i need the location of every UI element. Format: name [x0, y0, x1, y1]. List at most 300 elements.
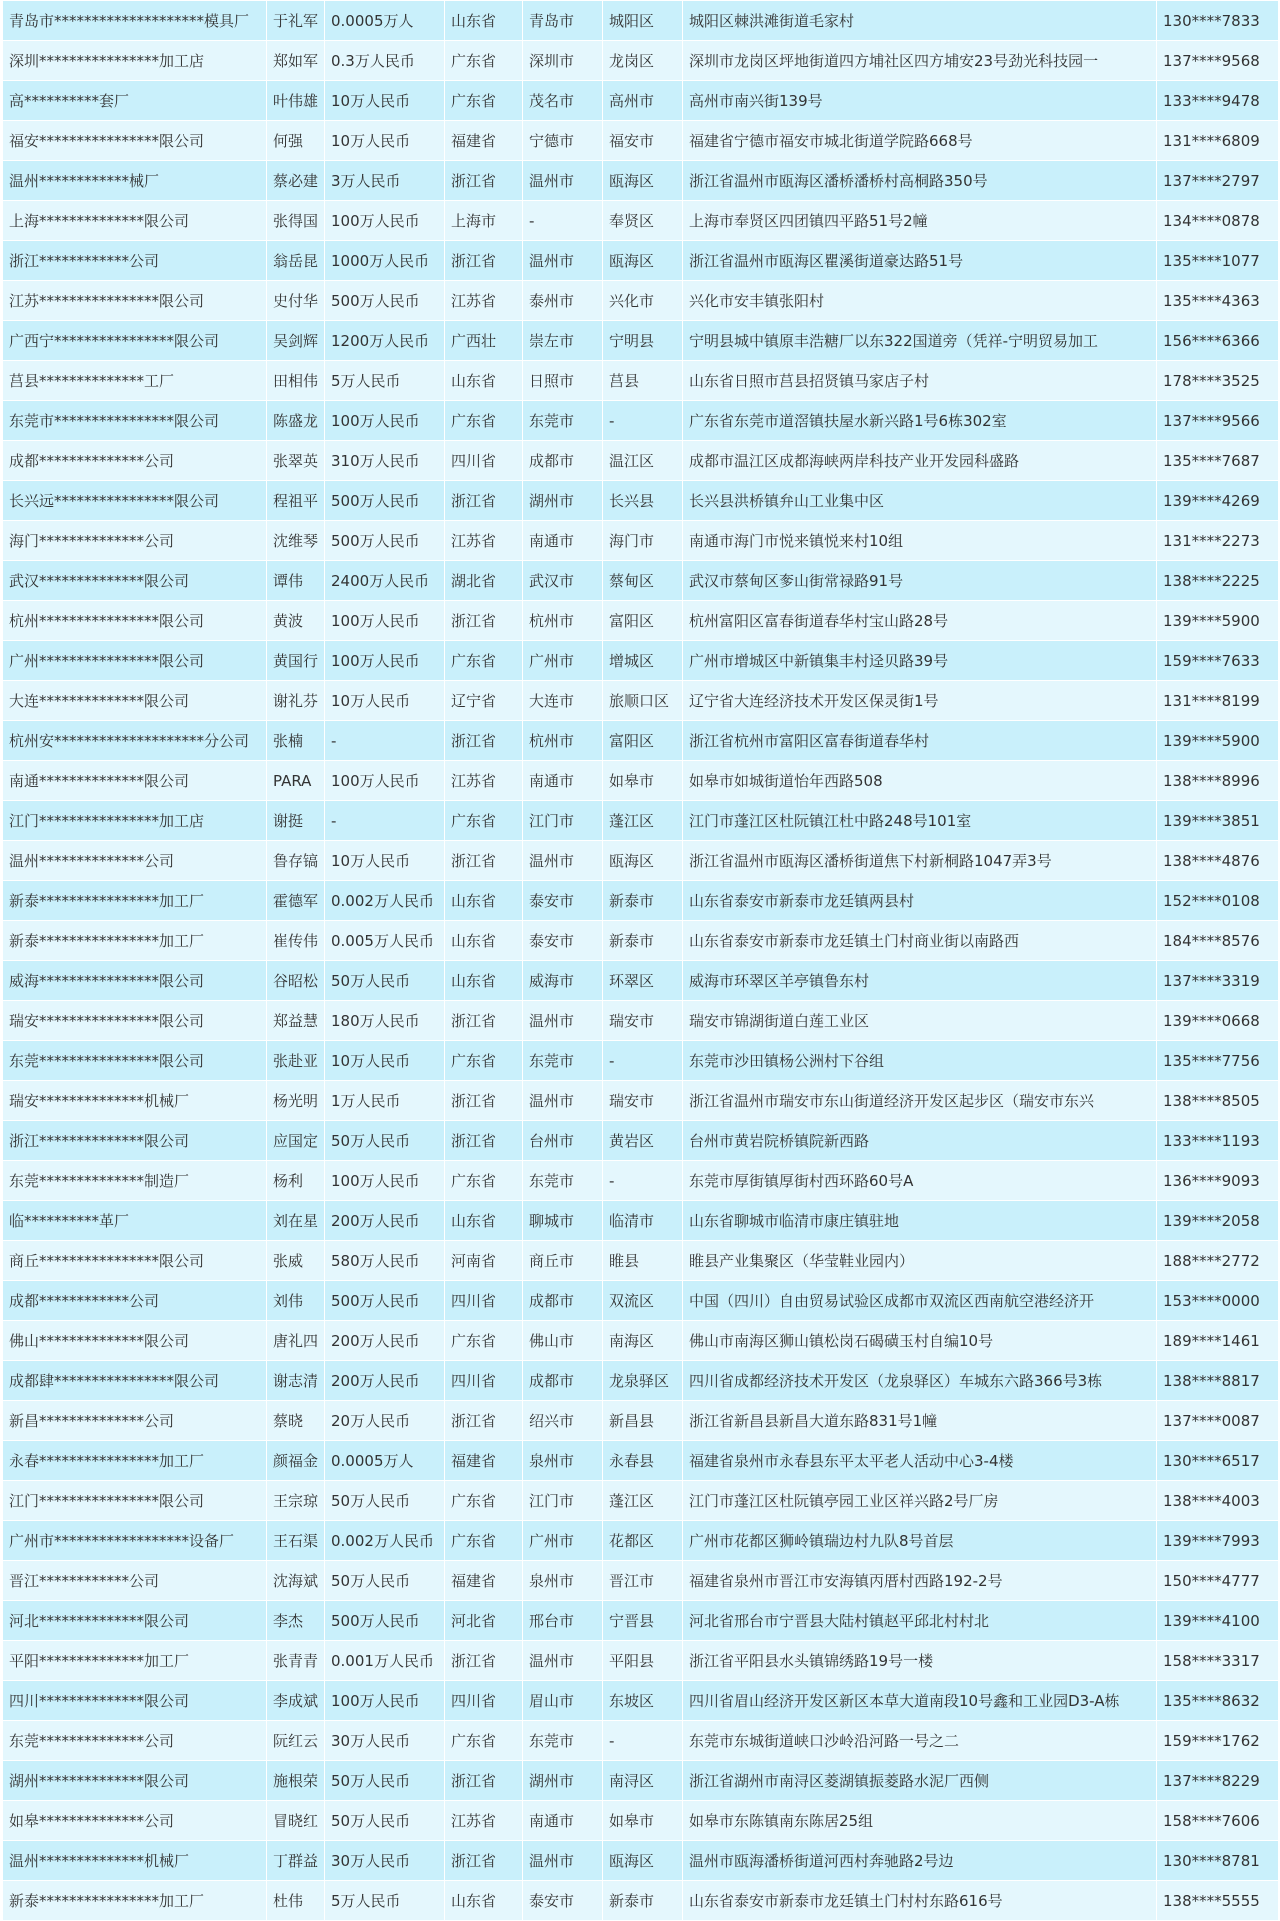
district-cell: 双流区 — [603, 1281, 683, 1321]
table-row — [3, 1081, 1279, 1121]
address-cell: 瑞安市锦湖街道白莲工业区 — [683, 1001, 1157, 1041]
district-cell: 瑞安市 — [603, 1081, 683, 1121]
province-cell: 广东省 — [445, 641, 523, 681]
city-cell: 南通市 — [523, 521, 603, 561]
contact-name-cell: 蔡晓 — [267, 1401, 325, 1441]
phone-cell: 137****3319 — [1157, 961, 1279, 1001]
registered-capital-cell: 100万人民币 — [325, 401, 445, 441]
phone-cell: 159****7633 — [1157, 641, 1279, 681]
registered-capital-cell: 100万人民币 — [325, 1681, 445, 1721]
registered-capital-cell: 500万人民币 — [325, 521, 445, 561]
contact-name-cell: 张威 — [267, 1241, 325, 1281]
phone-cell: 135****1077 — [1157, 241, 1279, 281]
registered-capital-cell: 500万人民币 — [325, 481, 445, 521]
contact-name-cell: 唐礼四 — [267, 1321, 325, 1361]
table-row — [3, 521, 1279, 561]
province-cell: 浙江省 — [445, 1841, 523, 1881]
district-cell: 睢县 — [603, 1241, 683, 1281]
address-cell: 深圳市龙岗区坪地街道四方埔社区四方埔安23号劲光科技园一 — [683, 41, 1157, 81]
phone-cell: 158****3317 — [1157, 1641, 1279, 1681]
contact-name-cell: 叶伟雄 — [267, 81, 325, 121]
contact-name-cell: 何强 — [267, 121, 325, 161]
province-cell: 浙江省 — [445, 721, 523, 761]
province-cell: 四川省 — [445, 441, 523, 481]
province-cell: 上海市 — [445, 201, 523, 241]
city-cell: 温州市 — [523, 241, 603, 281]
contact-name-cell: 蔡必建 — [267, 161, 325, 201]
contact-name-cell: 杨利 — [267, 1161, 325, 1201]
city-cell: 泰安市 — [523, 1881, 603, 1921]
address-cell: 长兴县洪桥镇弁山工业集中区 — [683, 481, 1157, 521]
table-row — [3, 1881, 1279, 1921]
registered-capital-cell: 10万人民币 — [325, 681, 445, 721]
city-cell: 商丘市 — [523, 1241, 603, 1281]
registered-capital-cell: 10万人民币 — [325, 1041, 445, 1081]
contact-name-cell: 霍德军 — [267, 881, 325, 921]
city-cell: 广州市 — [523, 641, 603, 681]
phone-cell: 137****9566 — [1157, 401, 1279, 441]
phone-cell: 156****6366 — [1157, 321, 1279, 361]
district-cell: 增城区 — [603, 641, 683, 681]
province-cell: 广东省 — [445, 1041, 523, 1081]
city-cell: 温州市 — [523, 1001, 603, 1041]
contact-name-cell: 刘在星 — [267, 1201, 325, 1241]
table-row — [3, 1761, 1279, 1801]
company-name-cell: 新泰****************加工厂 — [3, 881, 267, 921]
phone-cell: 130****6517 — [1157, 1441, 1279, 1481]
district-cell: 宁明县 — [603, 321, 683, 361]
contact-name-cell: 杨光明 — [267, 1081, 325, 1121]
district-cell: 花都区 — [603, 1521, 683, 1561]
province-cell: 浙江省 — [445, 1641, 523, 1681]
phone-cell: 139****5900 — [1157, 721, 1279, 761]
province-cell: 浙江省 — [445, 1121, 523, 1161]
phone-cell: 139****0668 — [1157, 1001, 1279, 1041]
registered-capital-cell: 1200万人民币 — [325, 321, 445, 361]
table-row — [3, 81, 1279, 121]
table-row — [3, 1161, 1279, 1201]
company-name-cell: 新泰****************加工厂 — [3, 921, 267, 961]
table-row — [3, 601, 1279, 641]
address-cell: 浙江省温州市瓯海区潘桥潘桥村高桐路350号 — [683, 161, 1157, 201]
phone-cell: 138****8505 — [1157, 1081, 1279, 1121]
province-cell: 四川省 — [445, 1281, 523, 1321]
address-cell: 浙江省温州市瓯海区潘桥街道焦下村新桐路1047弄3号 — [683, 841, 1157, 881]
phone-cell: 152****0108 — [1157, 881, 1279, 921]
city-cell: 湖州市 — [523, 481, 603, 521]
district-cell: 瓯海区 — [603, 1841, 683, 1881]
address-cell: 广东省东莞市道滘镇扶屋水新兴路1号6栋302室 — [683, 401, 1157, 441]
city-cell: 邢台市 — [523, 1601, 603, 1641]
phone-cell: 184****8576 — [1157, 921, 1279, 961]
phone-cell: 133****9478 — [1157, 81, 1279, 121]
address-cell: 浙江省平阳县水头镇锦绣路19号一楼 — [683, 1641, 1157, 1681]
city-cell: 成都市 — [523, 1361, 603, 1401]
registered-capital-cell: 50万人民币 — [325, 1801, 445, 1841]
city-cell: 南通市 — [523, 761, 603, 801]
address-cell: 山东省泰安市新泰市龙廷镇土门村村东路616号 — [683, 1881, 1157, 1921]
company-name-cell: 东莞**************制造厂 — [3, 1161, 267, 1201]
city-cell: 威海市 — [523, 961, 603, 1001]
contact-name-cell: PARA — [267, 761, 325, 801]
city-cell: 聊城市 — [523, 1201, 603, 1241]
contact-name-cell: 郑益慧 — [267, 1001, 325, 1041]
contact-name-cell: 李成斌 — [267, 1681, 325, 1721]
registered-capital-cell: 500万人民币 — [325, 281, 445, 321]
district-cell: 瓯海区 — [603, 841, 683, 881]
table-row — [3, 761, 1279, 801]
company-name-cell: 成都**************公司 — [3, 441, 267, 481]
registered-capital-cell: 0.0005万人 — [325, 1, 445, 41]
registered-capital-cell: 10万人民币 — [325, 81, 445, 121]
province-cell: 浙江省 — [445, 1081, 523, 1121]
phone-cell: 138****2225 — [1157, 561, 1279, 601]
phone-cell: 131****6809 — [1157, 121, 1279, 161]
table-row — [3, 1321, 1279, 1361]
district-cell: 瓯海区 — [603, 161, 683, 201]
registered-capital-cell: 30万人民币 — [325, 1721, 445, 1761]
company-name-cell: 南通**************限公司 — [3, 761, 267, 801]
district-cell: 莒县 — [603, 361, 683, 401]
registered-capital-cell: 10万人民币 — [325, 121, 445, 161]
phone-cell: 131****8199 — [1157, 681, 1279, 721]
district-cell: 福安市 — [603, 121, 683, 161]
province-cell: 福建省 — [445, 1441, 523, 1481]
registered-capital-cell: 2400万人民币 — [325, 561, 445, 601]
province-cell: 广东省 — [445, 1721, 523, 1761]
contact-name-cell: 张翠英 — [267, 441, 325, 481]
contact-name-cell: 谷昭松 — [267, 961, 325, 1001]
table-row — [3, 1681, 1279, 1721]
district-cell: - — [603, 1041, 683, 1081]
contact-name-cell: 张得国 — [267, 201, 325, 241]
table-row — [3, 321, 1279, 361]
company-name-cell: 东莞**************公司 — [3, 1721, 267, 1761]
phone-cell: 135****7756 — [1157, 1041, 1279, 1081]
phone-cell: 135****4363 — [1157, 281, 1279, 321]
contact-name-cell: 谢礼芬 — [267, 681, 325, 721]
table-row — [3, 161, 1279, 201]
city-cell: 南通市 — [523, 1801, 603, 1841]
city-cell: 青岛市 — [523, 1, 603, 41]
province-cell: 广西壮 — [445, 321, 523, 361]
phone-cell: 136****9093 — [1157, 1161, 1279, 1201]
province-cell: 福建省 — [445, 121, 523, 161]
district-cell: 旅顺口区 — [603, 681, 683, 721]
district-cell: 平阳县 — [603, 1641, 683, 1681]
table-row — [3, 1041, 1279, 1081]
phone-cell: 137****9568 — [1157, 41, 1279, 81]
address-cell: 城阳区棘洪滩街道毛家村 — [683, 1, 1157, 41]
table-row — [3, 1601, 1279, 1641]
table-row — [3, 241, 1279, 281]
province-cell: 河南省 — [445, 1241, 523, 1281]
registered-capital-cell: 200万人民币 — [325, 1201, 445, 1241]
company-name-cell: 广州****************限公司 — [3, 641, 267, 681]
phone-cell: 135****7687 — [1157, 441, 1279, 481]
contact-name-cell: 丁群益 — [267, 1841, 325, 1881]
address-cell: 东莞市厚街镇厚街村西环路60号A — [683, 1161, 1157, 1201]
registered-capital-cell: 200万人民币 — [325, 1321, 445, 1361]
city-cell: 成都市 — [523, 441, 603, 481]
city-cell: 温州市 — [523, 1641, 603, 1681]
phone-cell: 139****3851 — [1157, 801, 1279, 841]
registered-capital-cell: 100万人民币 — [325, 201, 445, 241]
district-cell: - — [603, 401, 683, 441]
contact-name-cell: 刘伟 — [267, 1281, 325, 1321]
company-name-cell: 河北**************限公司 — [3, 1601, 267, 1641]
registered-capital-cell: 5万人民币 — [325, 361, 445, 401]
registered-capital-cell: 1000万人民币 — [325, 241, 445, 281]
city-cell: 成都市 — [523, 1281, 603, 1321]
phone-cell: 138****4003 — [1157, 1481, 1279, 1521]
phone-cell: 138****8996 — [1157, 761, 1279, 801]
company-name-cell: 海门**************公司 — [3, 521, 267, 561]
province-cell: 四川省 — [445, 1361, 523, 1401]
address-cell: 杭州富阳区富春街道春华村宝山路28号 — [683, 601, 1157, 641]
contact-name-cell: 谭伟 — [267, 561, 325, 601]
contact-name-cell: 程祖平 — [267, 481, 325, 521]
province-cell: 广东省 — [445, 1161, 523, 1201]
registered-capital-cell: 1万人民币 — [325, 1081, 445, 1121]
province-cell: 浙江省 — [445, 1001, 523, 1041]
registered-capital-cell: 310万人民币 — [325, 441, 445, 481]
province-cell: 河北省 — [445, 1601, 523, 1641]
district-cell: 新泰市 — [603, 881, 683, 921]
company-name-cell: 浙江**************限公司 — [3, 1121, 267, 1161]
table-row — [3, 561, 1279, 601]
phone-cell: 137****0087 — [1157, 1401, 1279, 1441]
company-name-cell: 温州************械厂 — [3, 161, 267, 201]
address-cell: 温州市瓯海潘桥街道河西村奔驰路2号边 — [683, 1841, 1157, 1881]
city-cell: 东莞市 — [523, 401, 603, 441]
province-cell: 浙江省 — [445, 161, 523, 201]
contact-name-cell: 沈海斌 — [267, 1561, 325, 1601]
district-cell: 兴化市 — [603, 281, 683, 321]
phone-cell: 135****8632 — [1157, 1681, 1279, 1721]
city-cell: - — [523, 201, 603, 241]
contact-name-cell: 田相伟 — [267, 361, 325, 401]
phone-cell: 139****7993 — [1157, 1521, 1279, 1561]
province-cell: 辽宁省 — [445, 681, 523, 721]
province-cell: 广东省 — [445, 1521, 523, 1561]
district-cell: 高州市 — [603, 81, 683, 121]
address-cell: 江门市蓬江区杜阮镇江杜中路248号101室 — [683, 801, 1157, 841]
contact-name-cell: 谢挺 — [267, 801, 325, 841]
contact-name-cell: 崔传伟 — [267, 921, 325, 961]
address-cell: 东莞市东城街道峡口沙岭沿河路一号之二 — [683, 1721, 1157, 1761]
address-cell: 睢县产业集聚区（华莹鞋业园内） — [683, 1241, 1157, 1281]
address-cell: 四川省眉山经济开发区新区本草大道南段10号鑫和工业园D3-A栋 — [683, 1681, 1157, 1721]
province-cell: 浙江省 — [445, 841, 523, 881]
phone-cell: 133****1193 — [1157, 1121, 1279, 1161]
company-name-cell: 如皋**************公司 — [3, 1801, 267, 1841]
city-cell: 江门市 — [523, 1481, 603, 1521]
company-name-cell: 浙江************公司 — [3, 241, 267, 281]
registered-capital-cell: 50万人民币 — [325, 1481, 445, 1521]
district-cell: 新昌县 — [603, 1401, 683, 1441]
registered-capital-cell: 0.005万人民币 — [325, 921, 445, 961]
company-name-cell: 青岛市********************模具厂 — [3, 1, 267, 41]
registered-capital-cell: 500万人民币 — [325, 1281, 445, 1321]
district-cell: 南浔区 — [603, 1761, 683, 1801]
contact-name-cell: 颜福金 — [267, 1441, 325, 1481]
contact-name-cell: 翁岳昆 — [267, 241, 325, 281]
address-cell: 东莞市沙田镇杨公洲村下谷组 — [683, 1041, 1157, 1081]
address-cell: 台州市黄岩院桥镇院新西路 — [683, 1121, 1157, 1161]
district-cell: 富阳区 — [603, 721, 683, 761]
city-cell: 杭州市 — [523, 601, 603, 641]
contact-name-cell: 谢志清 — [267, 1361, 325, 1401]
province-cell: 山东省 — [445, 361, 523, 401]
province-cell: 浙江省 — [445, 1401, 523, 1441]
company-name-cell: 四川**************限公司 — [3, 1681, 267, 1721]
company-name-cell: 临**********革厂 — [3, 1201, 267, 1241]
company-name-cell: 福安****************限公司 — [3, 121, 267, 161]
province-cell: 江苏省 — [445, 761, 523, 801]
phone-cell: 137****2797 — [1157, 161, 1279, 201]
province-cell: 江苏省 — [445, 281, 523, 321]
table-row — [3, 1201, 1279, 1241]
address-cell: 如皋市如城街道怡年西路508 — [683, 761, 1157, 801]
registered-capital-cell: 0.002万人民币 — [325, 1521, 445, 1561]
city-cell: 温州市 — [523, 161, 603, 201]
district-cell: 蔡甸区 — [603, 561, 683, 601]
district-cell: 城阳区 — [603, 1, 683, 41]
city-cell: 温州市 — [523, 841, 603, 881]
table-row — [3, 401, 1279, 441]
company-name-cell: 杭州****************限公司 — [3, 601, 267, 641]
registered-capital-cell: 200万人民币 — [325, 1361, 445, 1401]
registered-capital-cell: 0.001万人民币 — [325, 1641, 445, 1681]
table-row — [3, 41, 1279, 81]
contact-name-cell: 王宗琼 — [267, 1481, 325, 1521]
city-cell: 东莞市 — [523, 1161, 603, 1201]
phone-cell: 139****2058 — [1157, 1201, 1279, 1241]
province-cell: 四川省 — [445, 1681, 523, 1721]
company-name-cell: 东莞市****************限公司 — [3, 401, 267, 441]
city-cell: 杭州市 — [523, 721, 603, 761]
phone-cell: 138****8817 — [1157, 1361, 1279, 1401]
province-cell: 山东省 — [445, 961, 523, 1001]
contact-name-cell: 应国定 — [267, 1121, 325, 1161]
city-cell: 东莞市 — [523, 1721, 603, 1761]
table-row — [3, 1801, 1279, 1841]
registered-capital-cell: 10万人民币 — [325, 841, 445, 881]
district-cell: 永春县 — [603, 1441, 683, 1481]
table-row — [3, 801, 1279, 841]
address-cell: 浙江省温州市瑞安市东山街道经济开发区起步区（瑞安市东兴 — [683, 1081, 1157, 1121]
address-cell: 广州市花都区狮岭镇瑞边村九队8号首层 — [683, 1521, 1157, 1561]
table-row — [3, 1521, 1279, 1561]
city-cell: 武汉市 — [523, 561, 603, 601]
city-cell: 泰安市 — [523, 881, 603, 921]
table-row — [3, 121, 1279, 161]
phone-cell: 139****4269 — [1157, 481, 1279, 521]
address-cell: 江门市蓬江区杜阮镇亭园工业区祥兴路2号厂房 — [683, 1481, 1157, 1521]
city-cell: 绍兴市 — [523, 1401, 603, 1441]
phone-cell: 139****4100 — [1157, 1601, 1279, 1641]
table-row — [3, 441, 1279, 481]
contact-name-cell: 陈盛龙 — [267, 401, 325, 441]
phone-cell: 150****4777 — [1157, 1561, 1279, 1601]
province-cell: 山东省 — [445, 1, 523, 41]
company-name-cell: 温州**************公司 — [3, 841, 267, 881]
address-cell: 中国（四川）自由贸易试验区成都市双流区西南航空港经济开 — [683, 1281, 1157, 1321]
company-name-cell: 平阳**************加工厂 — [3, 1641, 267, 1681]
contact-name-cell: 鲁存镐 — [267, 841, 325, 881]
registered-capital-cell: 0.0005万人 — [325, 1441, 445, 1481]
address-cell: 福建省泉州市永春县东平太平老人活动中心3-4楼 — [683, 1441, 1157, 1481]
address-cell: 南通市海门市悦来镇悦来村10组 — [683, 521, 1157, 561]
phone-cell: 189****1461 — [1157, 1321, 1279, 1361]
province-cell: 广东省 — [445, 1481, 523, 1521]
company-name-cell: 高**********套厂 — [3, 81, 267, 121]
registered-capital-cell: 580万人民币 — [325, 1241, 445, 1281]
table-row — [3, 481, 1279, 521]
province-cell: 广东省 — [445, 1321, 523, 1361]
address-cell: 辽宁省大连经济技术开发区保灵街1号 — [683, 681, 1157, 721]
city-cell: 湖州市 — [523, 1761, 603, 1801]
contact-name-cell: 吴剑辉 — [267, 321, 325, 361]
table-row — [3, 201, 1279, 241]
city-cell: 眉山市 — [523, 1681, 603, 1721]
address-cell: 兴化市安丰镇张阳村 — [683, 281, 1157, 321]
city-cell: 日照市 — [523, 361, 603, 401]
phone-cell: 139****5900 — [1157, 601, 1279, 641]
district-cell: - — [603, 1161, 683, 1201]
table-row — [3, 721, 1279, 761]
table-row — [3, 921, 1279, 961]
contact-name-cell: 李杰 — [267, 1601, 325, 1641]
district-cell: 瑞安市 — [603, 1001, 683, 1041]
registered-capital-cell: 20万人民币 — [325, 1401, 445, 1441]
contact-name-cell: 阮红云 — [267, 1721, 325, 1761]
city-cell: 宁德市 — [523, 121, 603, 161]
address-cell: 浙江省湖州市南浔区菱湖镇振菱路水泥厂西侧 — [683, 1761, 1157, 1801]
contact-name-cell: 张楠 — [267, 721, 325, 761]
table-row — [3, 641, 1279, 681]
city-cell: 江门市 — [523, 801, 603, 841]
address-cell: 山东省泰安市新泰市龙廷镇土门村商业街以南路西 — [683, 921, 1157, 961]
table-row — [3, 1241, 1279, 1281]
district-cell: 晋江市 — [603, 1561, 683, 1601]
province-cell: 广东省 — [445, 401, 523, 441]
table-row — [3, 1841, 1279, 1881]
company-name-cell: 莒县**************工厂 — [3, 361, 267, 401]
district-cell: 瓯海区 — [603, 241, 683, 281]
company-name-cell: 杭州安********************分公司 — [3, 721, 267, 761]
province-cell: 山东省 — [445, 881, 523, 921]
company-name-cell: 江门****************加工店 — [3, 801, 267, 841]
phone-cell: 138****5555 — [1157, 1881, 1279, 1921]
company-name-cell: 东莞****************限公司 — [3, 1041, 267, 1081]
company-name-cell: 成都************公司 — [3, 1281, 267, 1321]
company-name-cell: 佛山**************限公司 — [3, 1321, 267, 1361]
contact-name-cell: 黄波 — [267, 601, 325, 641]
table-row — [3, 1401, 1279, 1441]
address-cell: 浙江省杭州市富阳区富春街道春华村 — [683, 721, 1157, 761]
address-cell: 福建省宁德市福安市城北街道学院路668号 — [683, 121, 1157, 161]
company-name-cell: 永春****************加工厂 — [3, 1441, 267, 1481]
company-name-cell: 大连**************限公司 — [3, 681, 267, 721]
registered-capital-cell: 100万人民币 — [325, 641, 445, 681]
registered-capital-cell: 3万人民币 — [325, 161, 445, 201]
province-cell: 福建省 — [445, 1561, 523, 1601]
address-cell: 四川省成都经济技术开发区（龙泉驿区）车城东六路366号3栋 — [683, 1361, 1157, 1401]
phone-cell: 158****7606 — [1157, 1801, 1279, 1841]
table-row — [3, 1641, 1279, 1681]
